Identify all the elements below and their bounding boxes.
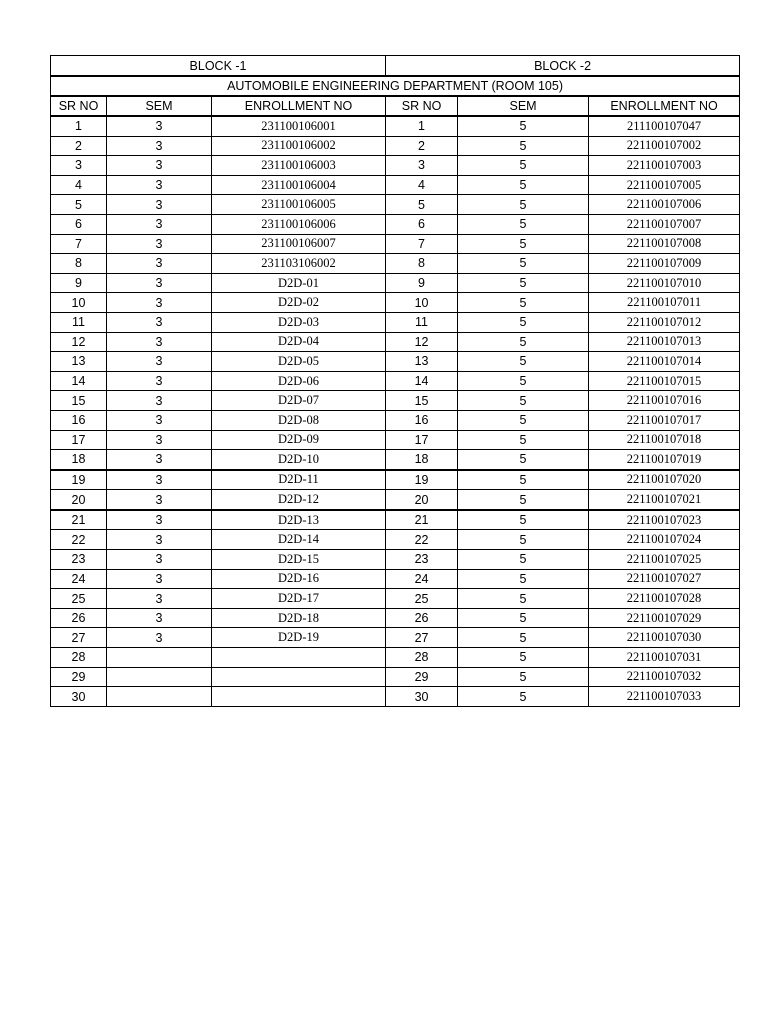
b2-enrollment-no-cell: 221100107002 bbox=[589, 136, 740, 156]
b1-sem-cell: 3 bbox=[107, 490, 212, 510]
b1-sr-no-cell: 13 bbox=[51, 352, 107, 372]
b1-sem-cell: 3 bbox=[107, 195, 212, 215]
b1-sr-no-cell: 11 bbox=[51, 312, 107, 332]
b1-sem-cell bbox=[107, 687, 212, 707]
b2-sem-cell: 5 bbox=[458, 352, 589, 372]
b1-sr-no-cell: 14 bbox=[51, 371, 107, 391]
b1-sem-cell: 3 bbox=[107, 352, 212, 372]
b1-sr-no-cell: 6 bbox=[51, 214, 107, 234]
b1-sem-cell: 3 bbox=[107, 273, 212, 293]
b2-sr-no-cell: 25 bbox=[386, 589, 458, 609]
b2-sem-cell: 5 bbox=[458, 391, 589, 411]
b1-sr-no-cell: 4 bbox=[51, 175, 107, 195]
b2-sem-cell: 5 bbox=[458, 550, 589, 570]
table-row bbox=[51, 470, 740, 490]
table-row bbox=[51, 136, 740, 156]
table-row bbox=[51, 254, 740, 274]
b1-enrollment-no-cell: 231100106004 bbox=[212, 175, 386, 195]
b1-enrollment-no-cell: D2D-16 bbox=[212, 569, 386, 589]
table-row bbox=[51, 510, 740, 530]
table-row bbox=[51, 569, 740, 589]
b2-sr-no-cell: 11 bbox=[386, 312, 458, 332]
b2-sr-no-cell: 24 bbox=[386, 569, 458, 589]
column-header-b1-sr-no: SR NO bbox=[51, 96, 107, 116]
b1-sem-cell: 3 bbox=[107, 569, 212, 589]
b2-sr-no-cell: 22 bbox=[386, 530, 458, 550]
b2-enrollment-no-cell: 221100107014 bbox=[589, 352, 740, 372]
b2-sr-no-cell: 27 bbox=[386, 628, 458, 648]
table-row bbox=[51, 195, 740, 215]
b2-sem-cell: 5 bbox=[458, 430, 589, 450]
b1-sr-no-cell: 24 bbox=[51, 569, 107, 589]
b2-sr-no-cell: 5 bbox=[386, 195, 458, 215]
b2-enrollment-no-cell: 221100107030 bbox=[589, 628, 740, 648]
b2-sem-cell: 5 bbox=[458, 234, 589, 254]
b2-sem-cell: 5 bbox=[458, 648, 589, 668]
b1-enrollment-no-cell: D2D-13 bbox=[212, 510, 386, 530]
b1-sem-cell: 3 bbox=[107, 312, 212, 332]
block-1-title: BLOCK -1 bbox=[51, 56, 386, 77]
b1-sr-no-cell: 9 bbox=[51, 273, 107, 293]
b2-sr-no-cell: 4 bbox=[386, 175, 458, 195]
b2-sr-no-cell: 1 bbox=[386, 116, 458, 136]
b1-sr-no-cell: 1 bbox=[51, 116, 107, 136]
b2-sr-no-cell: 7 bbox=[386, 234, 458, 254]
b1-sem-cell bbox=[107, 667, 212, 687]
b1-enrollment-no-cell: 231100106003 bbox=[212, 156, 386, 176]
table-row bbox=[51, 687, 740, 707]
column-header-b2-sr-no: SR NO bbox=[386, 96, 458, 116]
b2-sem-cell: 5 bbox=[458, 214, 589, 234]
b1-enrollment-no-cell: D2D-11 bbox=[212, 470, 386, 490]
table-row bbox=[51, 156, 740, 176]
b1-sr-no-cell: 18 bbox=[51, 450, 107, 470]
b1-sem-cell: 3 bbox=[107, 510, 212, 530]
b2-sem-cell: 5 bbox=[458, 687, 589, 707]
b1-enrollment-no-cell: 231100106005 bbox=[212, 195, 386, 215]
b1-sr-no-cell: 21 bbox=[51, 510, 107, 530]
b1-sem-cell: 3 bbox=[107, 234, 212, 254]
b1-sem-cell: 3 bbox=[107, 371, 212, 391]
table-row bbox=[51, 234, 740, 254]
b1-enrollment-no-cell: D2D-10 bbox=[212, 450, 386, 470]
b2-sr-no-cell: 17 bbox=[386, 430, 458, 450]
b2-sr-no-cell: 29 bbox=[386, 667, 458, 687]
b1-sem-cell: 3 bbox=[107, 430, 212, 450]
b1-enrollment-no-cell: D2D-06 bbox=[212, 371, 386, 391]
b2-enrollment-no-cell: 221100107010 bbox=[589, 273, 740, 293]
b1-sem-cell: 3 bbox=[107, 608, 212, 628]
b2-enrollment-no-cell: 221100107003 bbox=[589, 156, 740, 176]
table-row bbox=[51, 391, 740, 411]
b2-sr-no-cell: 10 bbox=[386, 293, 458, 313]
b1-sr-no-cell: 16 bbox=[51, 410, 107, 430]
b2-sem-cell: 5 bbox=[458, 628, 589, 648]
table-row bbox=[51, 628, 740, 648]
b1-sr-no-cell: 8 bbox=[51, 254, 107, 274]
table-row bbox=[51, 293, 740, 313]
b2-sr-no-cell: 9 bbox=[386, 273, 458, 293]
b1-enrollment-no-cell: 231100106001 bbox=[212, 116, 386, 136]
b2-sr-no-cell: 6 bbox=[386, 214, 458, 234]
b1-enrollment-no-cell: D2D-09 bbox=[212, 430, 386, 450]
b1-sem-cell: 3 bbox=[107, 156, 212, 176]
table-row bbox=[51, 648, 740, 668]
b2-sr-no-cell: 26 bbox=[386, 608, 458, 628]
b1-sem-cell: 3 bbox=[107, 293, 212, 313]
b1-enrollment-no-cell: 231103106002 bbox=[212, 254, 386, 274]
b2-sem-cell: 5 bbox=[458, 136, 589, 156]
b1-enrollment-no-cell: D2D-12 bbox=[212, 490, 386, 510]
table-row bbox=[51, 608, 740, 628]
b1-sem-cell bbox=[107, 648, 212, 668]
b1-sr-no-cell: 25 bbox=[51, 589, 107, 609]
b2-sr-no-cell: 14 bbox=[386, 371, 458, 391]
b1-enrollment-no-cell: 231100106006 bbox=[212, 214, 386, 234]
b2-sem-cell: 5 bbox=[458, 332, 589, 352]
table-row bbox=[51, 332, 740, 352]
b1-sem-cell: 3 bbox=[107, 530, 212, 550]
b1-sem-cell: 3 bbox=[107, 116, 212, 136]
b1-sr-no-cell: 15 bbox=[51, 391, 107, 411]
b2-sem-cell: 5 bbox=[458, 195, 589, 215]
b1-sem-cell: 3 bbox=[107, 410, 212, 430]
b1-sr-no-cell: 29 bbox=[51, 667, 107, 687]
department-row bbox=[51, 76, 740, 96]
column-header-b2-sem: SEM bbox=[458, 96, 589, 116]
b1-sem-cell: 3 bbox=[107, 332, 212, 352]
table-row bbox=[51, 371, 740, 391]
b2-enrollment-no-cell: 211100107047 bbox=[589, 116, 740, 136]
b2-enrollment-no-cell: 221100107024 bbox=[589, 530, 740, 550]
column-header-row bbox=[51, 96, 740, 116]
b2-sr-no-cell: 3 bbox=[386, 156, 458, 176]
b2-sr-no-cell: 2 bbox=[386, 136, 458, 156]
b2-sem-cell: 5 bbox=[458, 608, 589, 628]
table-row bbox=[51, 550, 740, 570]
b1-enrollment-no-cell: D2D-15 bbox=[212, 550, 386, 570]
b1-enrollment-no-cell: D2D-17 bbox=[212, 589, 386, 609]
b2-enrollment-no-cell: 221100107029 bbox=[589, 608, 740, 628]
b1-enrollment-no-cell: D2D-05 bbox=[212, 352, 386, 372]
b1-sr-no-cell: 27 bbox=[51, 628, 107, 648]
b1-sr-no-cell: 22 bbox=[51, 530, 107, 550]
table-row bbox=[51, 450, 740, 470]
b1-sr-no-cell: 30 bbox=[51, 687, 107, 707]
b2-sr-no-cell: 15 bbox=[386, 391, 458, 411]
b1-sem-cell: 3 bbox=[107, 175, 212, 195]
b1-enrollment-no-cell: D2D-18 bbox=[212, 608, 386, 628]
b1-sem-cell: 3 bbox=[107, 214, 212, 234]
column-header-b1-enrollment-no: ENROLLMENT NO bbox=[212, 96, 386, 116]
b2-enrollment-no-cell: 221100107033 bbox=[589, 687, 740, 707]
b1-sem-cell: 3 bbox=[107, 550, 212, 570]
block-header-row bbox=[51, 56, 740, 77]
b1-sr-no-cell: 17 bbox=[51, 430, 107, 450]
b2-sr-no-cell: 19 bbox=[386, 470, 458, 490]
table-row bbox=[51, 312, 740, 332]
b1-enrollment-no-cell bbox=[212, 667, 386, 687]
b1-enrollment-no-cell: D2D-02 bbox=[212, 293, 386, 313]
department-title: AUTOMOBILE ENGINEERING DEPARTMENT (ROOM 105) bbox=[51, 76, 740, 96]
b1-enrollment-no-cell: D2D-07 bbox=[212, 391, 386, 411]
seating-sheet bbox=[50, 55, 739, 707]
b2-enrollment-no-cell: 221100107028 bbox=[589, 589, 740, 609]
b2-enrollment-no-cell: 221100107032 bbox=[589, 667, 740, 687]
b1-sem-cell: 3 bbox=[107, 450, 212, 470]
b2-sr-no-cell: 12 bbox=[386, 332, 458, 352]
b2-sr-no-cell: 13 bbox=[386, 352, 458, 372]
b2-enrollment-no-cell: 221100107012 bbox=[589, 312, 740, 332]
b1-enrollment-no-cell: D2D-01 bbox=[212, 273, 386, 293]
b2-enrollment-no-cell: 221100107011 bbox=[589, 293, 740, 313]
b2-sr-no-cell: 21 bbox=[386, 510, 458, 530]
b2-sem-cell: 5 bbox=[458, 254, 589, 274]
b1-sr-no-cell: 28 bbox=[51, 648, 107, 668]
b2-sem-cell: 5 bbox=[458, 293, 589, 313]
table-row bbox=[51, 589, 740, 609]
table-row bbox=[51, 530, 740, 550]
b2-sr-no-cell: 30 bbox=[386, 687, 458, 707]
b1-sem-cell: 3 bbox=[107, 391, 212, 411]
table-row bbox=[51, 430, 740, 450]
b2-enrollment-no-cell: 221100107021 bbox=[589, 490, 740, 510]
table-row bbox=[51, 410, 740, 430]
table-row bbox=[51, 175, 740, 195]
table-row bbox=[51, 214, 740, 234]
seating-table bbox=[50, 55, 740, 707]
b1-enrollment-no-cell: D2D-08 bbox=[212, 410, 386, 430]
table-row bbox=[51, 490, 740, 510]
b2-sem-cell: 5 bbox=[458, 569, 589, 589]
b2-enrollment-no-cell: 221100107006 bbox=[589, 195, 740, 215]
b2-sr-no-cell: 18 bbox=[386, 450, 458, 470]
b1-sem-cell: 3 bbox=[107, 589, 212, 609]
b1-enrollment-no-cell: D2D-03 bbox=[212, 312, 386, 332]
b2-enrollment-no-cell: 221100107019 bbox=[589, 450, 740, 470]
b2-enrollment-no-cell: 221100107009 bbox=[589, 254, 740, 274]
table-row bbox=[51, 116, 740, 136]
column-header-b1-sem: SEM bbox=[107, 96, 212, 116]
b1-sr-no-cell: 10 bbox=[51, 293, 107, 313]
b2-sem-cell: 5 bbox=[458, 450, 589, 470]
b2-sr-no-cell: 23 bbox=[386, 550, 458, 570]
table-row bbox=[51, 273, 740, 293]
b2-sem-cell: 5 bbox=[458, 530, 589, 550]
b2-sr-no-cell: 28 bbox=[386, 648, 458, 668]
table-row bbox=[51, 352, 740, 372]
b1-sr-no-cell: 7 bbox=[51, 234, 107, 254]
b2-sem-cell: 5 bbox=[458, 312, 589, 332]
b2-sem-cell: 5 bbox=[458, 490, 589, 510]
b2-enrollment-no-cell: 221100107007 bbox=[589, 214, 740, 234]
block-2-title: BLOCK -2 bbox=[386, 56, 740, 77]
b2-sem-cell: 5 bbox=[458, 410, 589, 430]
b1-sem-cell: 3 bbox=[107, 470, 212, 490]
b1-enrollment-no-cell bbox=[212, 648, 386, 668]
b1-sr-no-cell: 12 bbox=[51, 332, 107, 352]
b1-sr-no-cell: 23 bbox=[51, 550, 107, 570]
b1-enrollment-no-cell bbox=[212, 687, 386, 707]
b1-sem-cell: 3 bbox=[107, 136, 212, 156]
b1-enrollment-no-cell: 231100106002 bbox=[212, 136, 386, 156]
b2-sem-cell: 5 bbox=[458, 510, 589, 530]
b2-enrollment-no-cell: 221100107017 bbox=[589, 410, 740, 430]
b2-sr-no-cell: 16 bbox=[386, 410, 458, 430]
b1-sr-no-cell: 19 bbox=[51, 470, 107, 490]
b2-enrollment-no-cell: 221100107025 bbox=[589, 550, 740, 570]
b2-enrollment-no-cell: 221100107031 bbox=[589, 648, 740, 668]
b1-enrollment-no-cell: D2D-14 bbox=[212, 530, 386, 550]
b2-enrollment-no-cell: 221100107005 bbox=[589, 175, 740, 195]
b2-enrollment-no-cell: 221100107020 bbox=[589, 470, 740, 490]
b1-enrollment-no-cell: D2D-04 bbox=[212, 332, 386, 352]
b2-sem-cell: 5 bbox=[458, 470, 589, 490]
b2-sem-cell: 5 bbox=[458, 589, 589, 609]
b2-enrollment-no-cell: 221100107008 bbox=[589, 234, 740, 254]
b1-sr-no-cell: 20 bbox=[51, 490, 107, 510]
b2-enrollment-no-cell: 221100107015 bbox=[589, 371, 740, 391]
b1-sr-no-cell: 2 bbox=[51, 136, 107, 156]
b2-sem-cell: 5 bbox=[458, 116, 589, 136]
b1-sem-cell: 3 bbox=[107, 628, 212, 648]
b1-sr-no-cell: 5 bbox=[51, 195, 107, 215]
b2-sem-cell: 5 bbox=[458, 156, 589, 176]
b1-sem-cell: 3 bbox=[107, 254, 212, 274]
b2-sem-cell: 5 bbox=[458, 371, 589, 391]
b2-enrollment-no-cell: 221100107023 bbox=[589, 510, 740, 530]
table-row bbox=[51, 667, 740, 687]
b2-sr-no-cell: 20 bbox=[386, 490, 458, 510]
b1-enrollment-no-cell: 231100106007 bbox=[212, 234, 386, 254]
b2-enrollment-no-cell: 221100107018 bbox=[589, 430, 740, 450]
b2-enrollment-no-cell: 221100107027 bbox=[589, 569, 740, 589]
b2-sr-no-cell: 8 bbox=[386, 254, 458, 274]
b1-sr-no-cell: 26 bbox=[51, 608, 107, 628]
b2-enrollment-no-cell: 221100107016 bbox=[589, 391, 740, 411]
b1-enrollment-no-cell: D2D-19 bbox=[212, 628, 386, 648]
b2-sem-cell: 5 bbox=[458, 667, 589, 687]
b1-sr-no-cell: 3 bbox=[51, 156, 107, 176]
b2-enrollment-no-cell: 221100107013 bbox=[589, 332, 740, 352]
column-header-b2-enrollment-no: ENROLLMENT NO bbox=[589, 96, 740, 116]
b2-sem-cell: 5 bbox=[458, 273, 589, 293]
b2-sem-cell: 5 bbox=[458, 175, 589, 195]
